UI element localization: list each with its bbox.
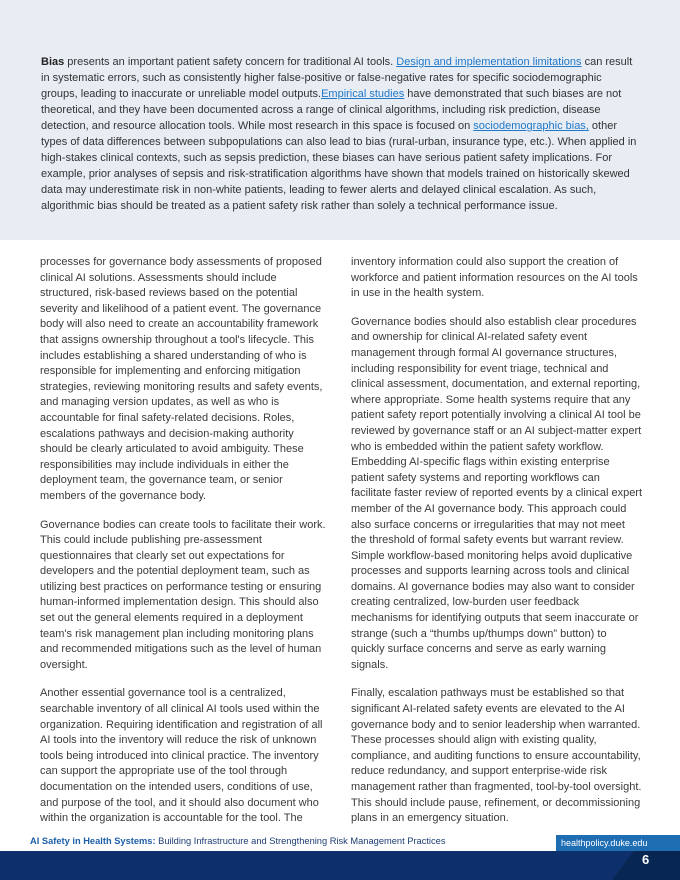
- design-limitations-link[interactable]: Design and implementation limitations: [396, 56, 582, 68]
- right-column: [351, 255, 643, 840]
- sociodemographic-bias-link[interactable]: sociodemographic bias,: [473, 120, 589, 132]
- footer-url[interactable]: healthpolicy.duke.edu: [556, 835, 680, 851]
- callout-text-2: can result in systematic errors, such as consistently higher false-positive or false-negative rates for specific sociodemographic groups, leading to inaccurate or unreliable model outputs.: [41, 56, 633, 100]
- left-paragraph-2: Governance bodies can create tools to facilitate their work. This could include publishing pre-assessment questionnaires that clearly set out expectations for developers and the potential deployment team, such as utilizing best practices on performance testing or ensuring human-informed implementation design. This should also set out the general elements required in a deployment team's risk management plan including monitoring plans and recommended mitigations such as the level of human oversight.: [40, 518, 326, 671]
- left-paragraph-3: Another essential governance tool is a centralized, searchable inventory of all clinical AI tools used within the organization. Requiring identification and registration of all AI tools into the inventory will reduce the risk of unknown tools being introduced into clinical practice. The inventory can support the appropriate use of the tool through documentation on the intended users, conditions of use, and purpose of the tool, and it should also document who within the organization is accountable for the tool. The: [40, 687, 323, 825]
- bias-callout-box: [0, 0, 680, 240]
- callout-text-4: other types of data differences between subpopulations can also lead to bias (rural-urban, insurance type, etc.). When applied in high-stakes clinical contexts, such as sepsis prediction, these biases can have serious patient safety implications. For example, prior analyses of sepsis and risk-stratification algorithms have shown that models trained on historically skewed data may underestimate risk in non-white patients, leading to fewer alerts and delayed clinical escalation. As such, algorithmic bias should be treated as a patient safety risk rather than solely a technical performance issue.: [41, 120, 637, 212]
- bias-callout-text: [41, 54, 641, 214]
- bias-term: Bias: [41, 56, 65, 68]
- callout-text-1: presents an important patient safety concern for traditional AI tools.: [64, 56, 397, 68]
- page-number: 6: [642, 852, 650, 867]
- footer-title-rest: Building Infrastructure and Strengthening Risk Management Practices: [155, 836, 446, 846]
- left-column: [40, 255, 328, 840]
- right-paragraph-3: Finally, escalation pathways must be established so that significant AI-related safety events are elevated to the AI governance body and to senior leadership when warranted. These processes should align with existing quality, compliance, and auditing functions to ensure accountability, reduce redundancy, and support enterprise-wide risk management rather than fragmented, tool-by-tool oversight. This should include pause, refinement, or decommissioning plans in an emergency situation.: [351, 687, 642, 825]
- footer-bar: [0, 851, 680, 880]
- left-paragraph-1: processes for governance body assessments of proposed clinical AI solutions. Assessments should include structured, risk-based reviews based on the potential severity and likelihood of a patient event. The governance body will also need to create an accountability framework that assigns ownership throughout a tool's lifecycle. This includes establishing a shared understanding of who is responsible for implementing and enforcing mitigation strategies, reviewing monitoring results and safety events, and managing version updates, as well as who is accountable for final safety-related decisions. Roles, escalations pathways and decision-making authority should be clearly articulated to avoid ambiguity. These responsibilities may include individuals in either the deployment team, the governance team, or senior members of the governance body.: [40, 256, 323, 502]
- right-paragraph-1: inventory information could also support the creation of workforce and patient information resources on the AI tools in use in the health system.: [351, 256, 638, 300]
- footer-title-bold: AI Safety in Health Systems:: [30, 836, 156, 846]
- empirical-studies-link[interactable]: Empirical studies: [321, 88, 405, 100]
- footer-report-title: [30, 836, 445, 846]
- right-paragraph-2: Governance bodies should also establish clear procedures and ownership for clinical AI-related safety event management through formal AI governance structures, including responsibility for event triage, technical and clinical assessment, documentation, and external reporting, where appropriate. Some health systems require that any patient safety report potentially involving a clinical AI tool be reviewed by governance staff or an AI subject-matter expert who is embedded within the patient safety workflow. Embedding AI-specific flags within existing enterprise patient safety systems and reporting workflows can facilitate faster review of reported events by a clinical expert member of the AI governance body. This approach could also surface concerns or irregularities that may not meet the threshold of formal safety events but warrant review. Simple workflow-based monitoring helps avoid duplicative processes and supports learning across tools and clinical domains. AI governance bodies may also want to consider creating centralized, low-burden user feedback mechanisms for identifying outputs that seem inaccurate or strange (such a “thumbs up/thumps down” button) to quickly surface concerns and serve as early warning signals.: [351, 315, 643, 671]
- callout-text-3: have demonstrated that such biases are not theoretical, and they have been documented across a range of clinical algorithms, including risk prediction, disease detection, and resource allocation tools. While most research in this space is focused on: [41, 88, 622, 132]
